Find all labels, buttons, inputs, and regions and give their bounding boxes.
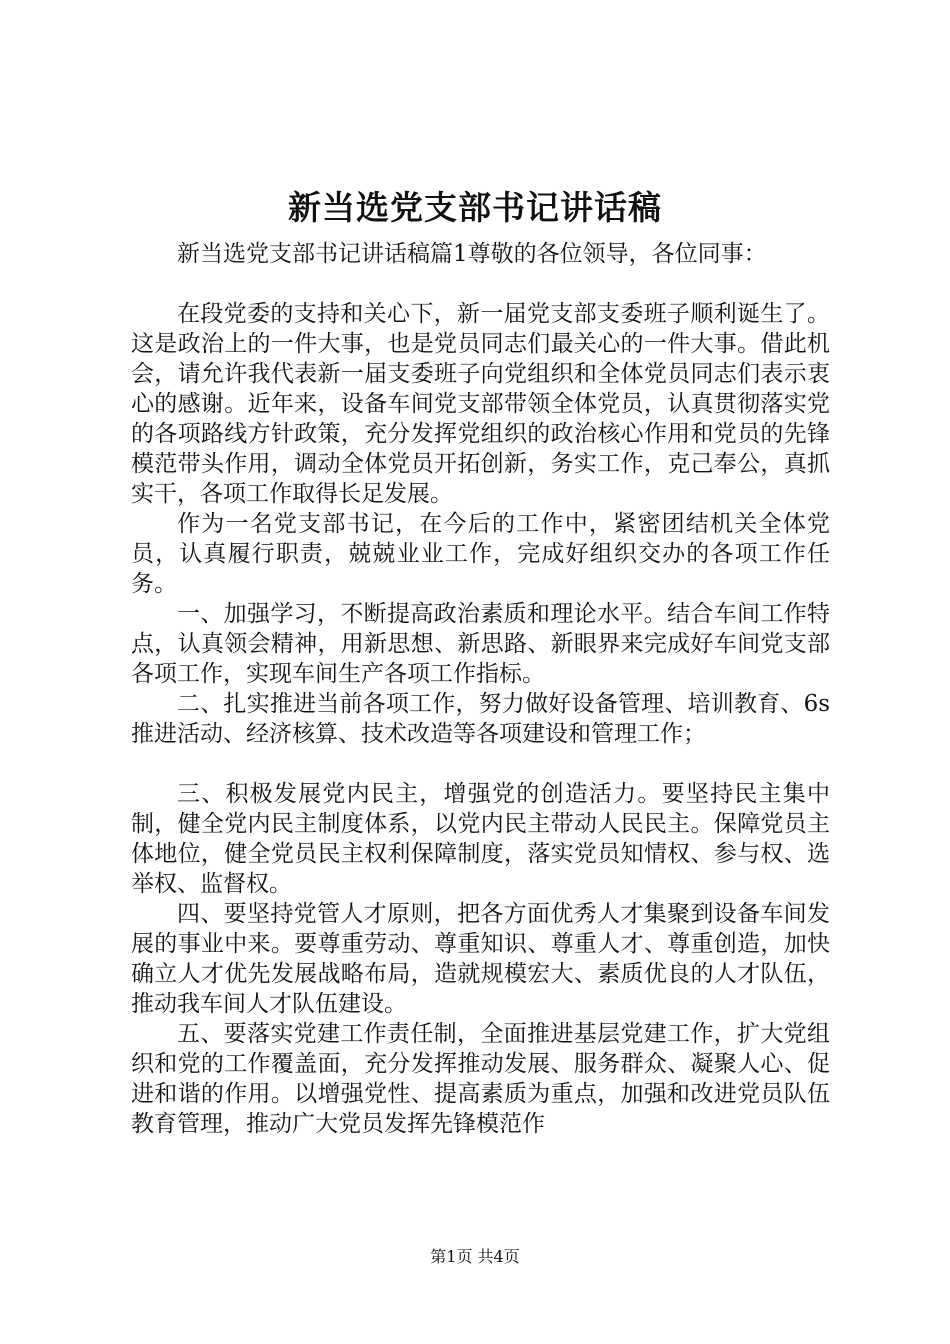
paragraph-commitment: 作为一名党支部书记，在今后的工作中，紧密团结机关全体党员，认真履行职责，兢兢业业工作，完成好组织交办的各项工作任务。 (131, 511, 830, 597)
document-title: 新当选党支部书记讲话稿 (288, 188, 662, 227)
paragraph-spacer (131, 749, 830, 779)
paragraph-point-1: 一、加强学习，不断提高政治素质和理论水平。结合车间工作特点，认真领会精神，用新思想、新思路、新眼界来完成好车间党支部各项工作，实现车间生产各项工作指标。 (131, 601, 830, 687)
paragraph-point-3: 三、积极发展党内民主，增强党的创造活力。要坚持民主集中制，健全党内民主制度体系，以党内民主带动人民民主。保障党员主体地位，健全党员民主权利保障制度，落实党员知情权、参与权、选举权、监督权。 (131, 781, 830, 897)
document-body (131, 239, 830, 1139)
paragraph-background: 在段党委的支持和关心下，新一届党支部支委班子顺利诞生了。这是政治上的一件大事，也是党员同志们最关心的一件大事。借此机会，请允许我代表新一届支委班子向党组织和全体党员同志们表示衷心的感谢。近年来，设备车间党支部带领全体党员，认真贯彻落实党的各项路线方针政策，充分发挥党组织的政治核心作用和党员的先锋模范带头作用，调动全体党员开拓创新，务实工作，克己奉公，真抓实干，各项工作取得长足发展。 (131, 301, 830, 507)
paragraph-point-2: 二、扎实推进当前各项工作，努力做好设备管理、培训教育、6s推进活动、经济核算、技术改造等各项建设和管理工作； (131, 691, 830, 747)
page-number-footer: 第1页 共4页 (430, 1247, 520, 1266)
intro-paragraph: 新当选党支部书记讲话稿篇1尊敬的各位领导，各位同事： (177, 241, 767, 267)
paragraph-point-5: 五、要落实党建工作责任制，全面推进基层党建工作，扩大党组织和党的工作覆盖面，充分发挥推动发展、服务群众、凝聚人心、促进和谐的作用。以增强党性、提高素质为重点，加强和改进党员队伍教育管理，推动广大党员发挥先锋模范作 (131, 1021, 830, 1137)
paragraph-spacer (131, 269, 830, 299)
paragraph-point-4: 四、要坚持党管人才原则，把各方面优秀人才集聚到设备车间发展的事业中来。要尊重劳动、尊重知识、尊重人才、尊重创造，加快确立人才优先发展战略布局，造就规模宏大、素质优良的人才队伍，推动我车间人才队伍建设。 (131, 901, 830, 1017)
